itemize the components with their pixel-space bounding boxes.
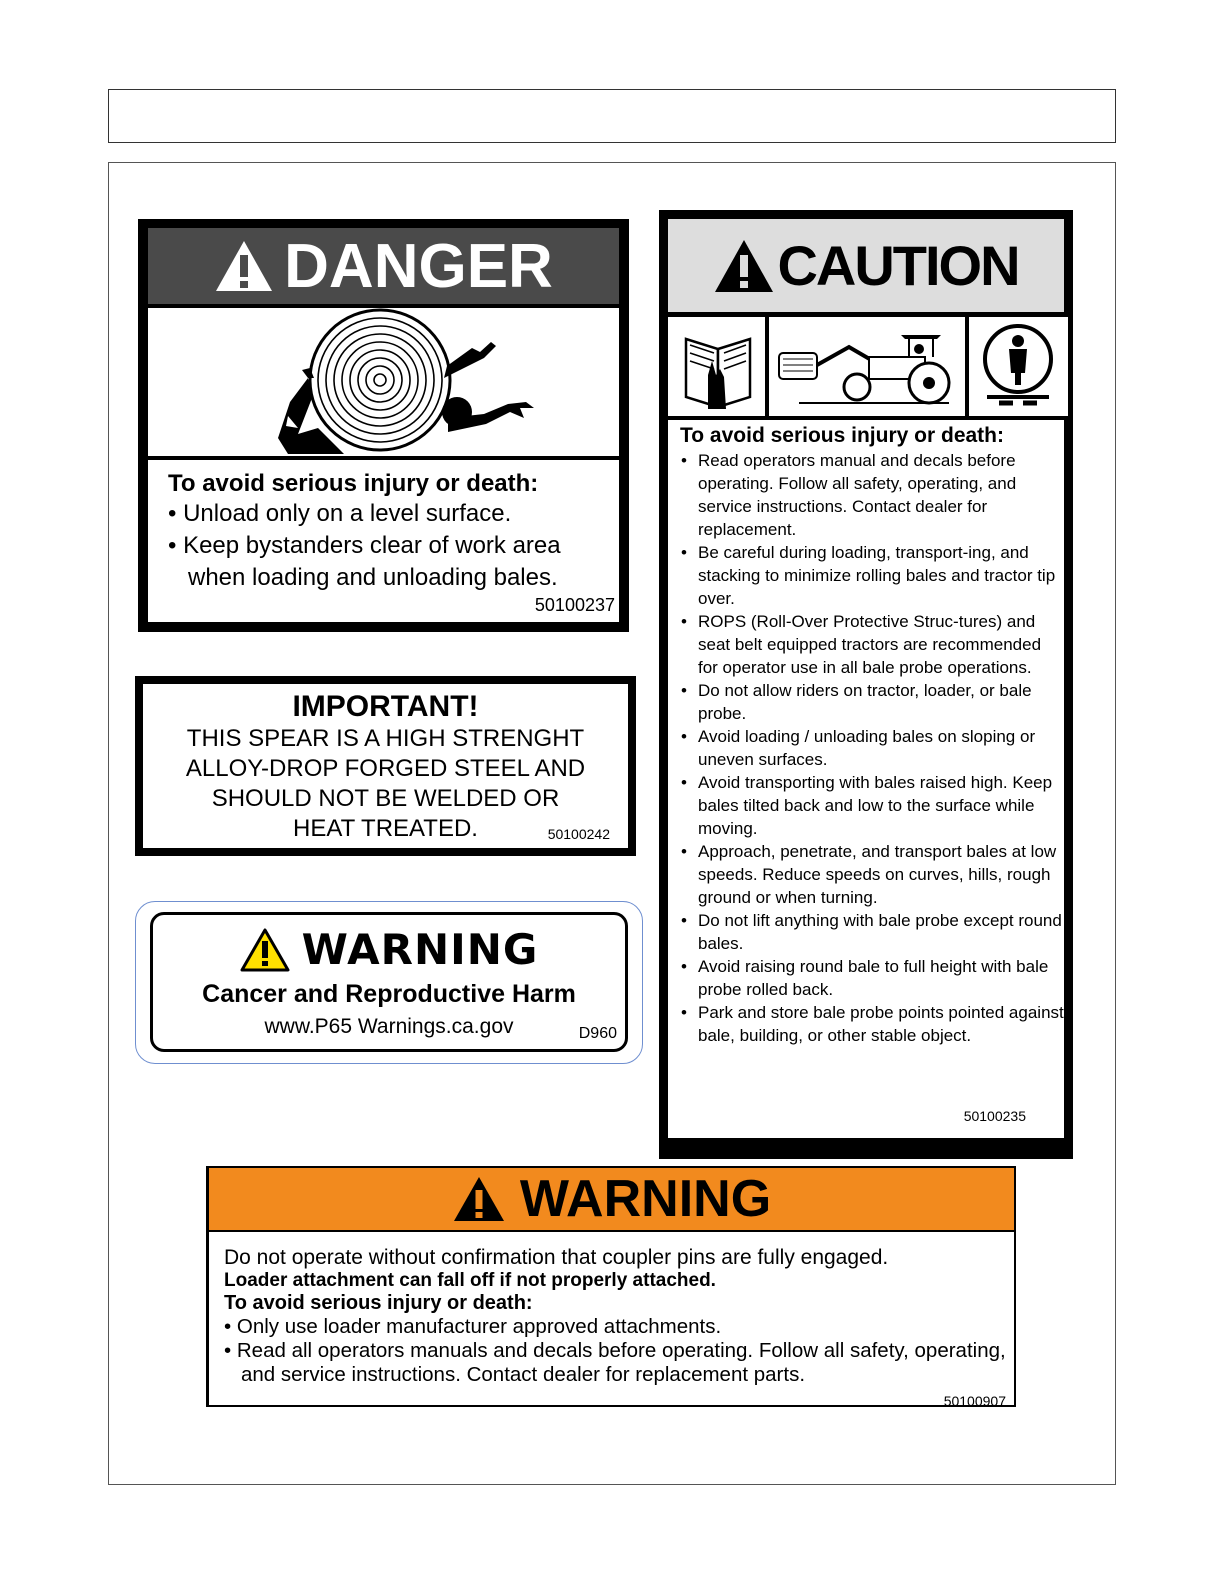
caution-bullet: • Do not allow riders on tractor, loader, or bale probe. <box>680 679 1064 725</box>
yellow-alert-triangle-icon <box>240 928 290 972</box>
danger-part-number: 50100237 <box>534 595 615 615</box>
caution-bullet: • Avoid raising round bale to full height with bale probe rolled back. <box>680 955 1064 1001</box>
important-title: IMPORTANT! <box>292 690 479 723</box>
p65-signal-word: WARNING <box>301 925 539 974</box>
caution-header <box>668 219 1064 312</box>
danger-bullet: • Keep bystanders clear of work area when loading and unloading bales. <box>168 532 561 591</box>
danger-signal-word: DANGER <box>284 231 553 301</box>
important-line: SHOULD NOT BE WELDED OR <box>211 785 560 812</box>
coupler-bullet: • Only use loader manufacturer approved attachments. <box>224 1315 722 1338</box>
caution-bullet: • Do not lift anything with bale probe except round bales. <box>680 909 1064 955</box>
p65-part-number: D960 <box>578 1025 617 1042</box>
coupler-warning-decal <box>206 1166 1016 1407</box>
caution-bullet: • Approach, penetrate, and transport bales at low speeds. Reduce speeds on curves, hills, rough ground or when turning. <box>680 840 1064 909</box>
danger-decal <box>138 219 629 632</box>
alert-triangle-icon <box>214 239 274 293</box>
caution-bullet-list <box>680 449 1064 1047</box>
coupler-line-1: Do not operate without confirmation that coupler pins are fully engaged. <box>224 1246 889 1269</box>
coupler-part-number: 50100907 <box>943 1393 1006 1409</box>
caution-lead: To avoid serious injury or death: <box>680 424 1004 447</box>
alert-triangle-icon <box>713 238 775 294</box>
coupler-warning-header <box>209 1168 1014 1232</box>
caution-bullet: • Avoid transporting with bales raised high. Keep bales tilted back and low to the surface while moving. <box>680 771 1064 840</box>
p65-warning-decal <box>150 912 628 1052</box>
caution-bullet: • Avoid loading / unloading bales on sloping or uneven surfaces. <box>680 725 1064 771</box>
caution-pictogram-row <box>668 317 1064 416</box>
seat-belt-rops-icon <box>969 317 1068 416</box>
page-header-box <box>108 89 1116 143</box>
coupler-bullet: • Read all operators manuals and decals before operating. Follow all safety, operating, and service instructions. Contact dealer for replacement parts. <box>224 1339 1006 1386</box>
important-line: HEAT TREATED. <box>293 815 478 842</box>
alert-triangle-icon <box>452 1175 506 1223</box>
caution-decal <box>659 210 1073 1159</box>
bale-crushing-person-icon <box>148 308 619 456</box>
tractor-bale-loader-icon <box>769 317 965 416</box>
p65-url: www.P65 Warnings.ca.gov <box>264 1015 514 1038</box>
p65-subtitle: Cancer and Reproductive Harm <box>202 980 576 1008</box>
p65-header <box>153 925 625 974</box>
danger-header <box>148 228 619 304</box>
caution-bullet: • Be careful during loading, transport-ing, and stacking to minimize rolling bales and tractor tip over. <box>680 541 1064 610</box>
coupler-line-2: Loader attachment can fall off if not properly attached. <box>224 1270 716 1291</box>
important-part-number: 50100242 <box>547 826 610 842</box>
coupler-signal-word: WARNING <box>519 1170 772 1228</box>
caution-bullet: • ROPS (Roll-Over Protective Struc-tures) and seat belt equipped tractors are recommended for operator use in all bale probe operations. <box>680 610 1064 679</box>
danger-instructions <box>148 460 619 622</box>
caution-bullet: • Read operators manual and decals before operating. Follow all safety, operating, and service instructions. Contact dealer for replacement. <box>680 449 1064 541</box>
important-line: ALLOY-DROP FORGED STEEL AND <box>185 755 586 782</box>
coupler-lead: To avoid serious injury or death: <box>224 1292 533 1314</box>
read-manual-icon <box>668 317 765 416</box>
danger-bullet: • Unload only on a level surface. <box>168 500 512 527</box>
caution-signal-word: CAUTION <box>777 234 1019 297</box>
caution-part-number: 50100235 <box>963 1108 1026 1124</box>
important-decal <box>135 676 636 856</box>
danger-lead: To avoid serious injury or death: <box>168 470 539 497</box>
coupler-warning-body <box>209 1232 1014 1407</box>
caution-instructions <box>668 420 1064 1138</box>
important-line: THIS SPEAR IS A HIGH STRENGHT <box>186 725 585 752</box>
caution-bullet: • Park and store bale probe points pointed against bale, building, or other stable object. <box>680 1001 1064 1047</box>
